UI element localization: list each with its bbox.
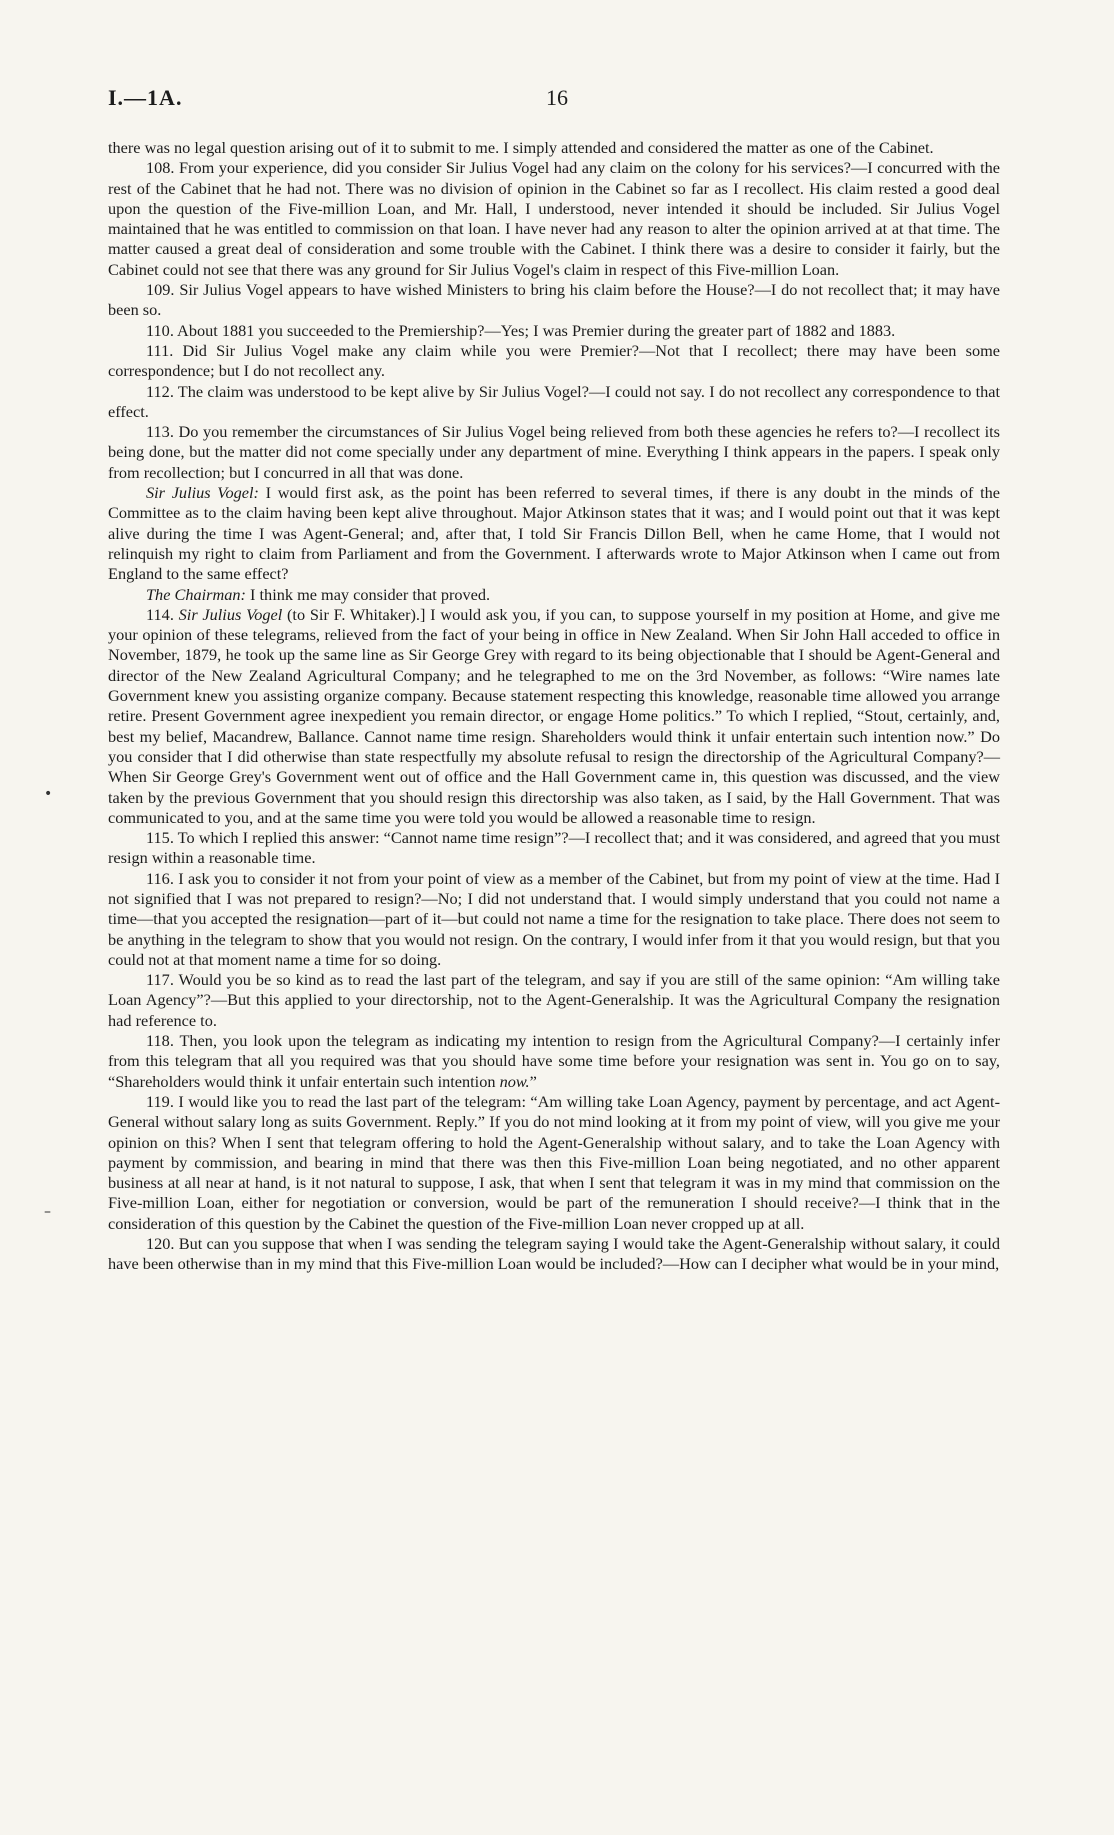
question-114 xyxy=(108,605,1000,828)
question-118 xyxy=(108,1031,1000,1092)
paragraph-continuation: there was no legal question arising out of it to submit to me. I simply attended and considered the matter as one of the Cabinet. xyxy=(108,138,934,157)
question-120: 120. But can you suppose that when I was sending the telegram saying I would take the Agent-Generalship without salary, it could have been otherwise than in my mind that this Five-million Loan would be included?—How can I decipher what would be in your mind, xyxy=(108,1234,1000,1274)
question-text: (to Sir F. Whitaker).] I would ask you, if you can, to suppose yourself in my position at Home, and give me your opinion of these telegrams, relieved from the fact of your being in office in New Zealand. When Sir John Hall acceded to office in November, 1879, he took up the same line as Sir George Grey with regard to its being objectionable that I should be Agent-General and director of the New Zealand Agricultural Company; and he telegraphed to me on the 3rd November, as follows: “Wire names late Government knew you assisting organize company. Because statement respecting this knowledge, reasonable time allowed you arrange retire. Present Government agree inexpedient you remain director, or engage Home politics.” To which I replied, “Stout, certainly, and, best my belief, Macandrew, Ballance. Cannot name time resign. Shareholders would think it unfair entertain such intention now.” Do you consider that I did otherwise than state respectfully my absolute refusal to resign the directorship of the Agricultural Company?—When Sir George Grey's Government went out of office and the Hall Government came in, this question was discussed, and the view taken by the previous Government that you should resign this directorship was also taken, as I said, by the Hall Government. That was communicated to you, and at the same time you were told you would be allowed a reasonable time to resign. xyxy=(108,604,1000,827)
margin-dot-mark: • xyxy=(44,786,53,802)
question-text: 118. Then, you look upon the telegram as indicating my intention to resign from the Agricultural Company?—I certainly infer from this telegram that all you required was that you should have some time before your resignation was sent in. You go on to say, “Shareholders would think it unfair entertain such intention xyxy=(108,1031,1000,1091)
italic-word: now. xyxy=(499,1071,530,1091)
statement-text: I would first ask, as the point has been referred to several times, if there is any doubt in the minds of the Committee as to the claim having been kept alive throughout. Major Atkinson states that it was; and I would point out that it was kept alive during the time I was Agent-General; and, after that, I told Sir Francis Dillon Bell, when he came Home, that I would not relinquish my right to claim from Parliament and from the Government. I afterwards wrote to Major Atkinson when I came out from England to the same effect? xyxy=(108,483,1001,584)
speaker-name: The Chairman: xyxy=(146,584,246,604)
speaker-name: Sir Julius Vogel xyxy=(178,604,283,624)
body-text xyxy=(108,138,1000,1275)
question-109: 109. Sir Julius Vogel appears to have wished Ministers to bring his claim before the House?—I do not recollect that; it may have been so. xyxy=(108,280,1000,320)
statement-text: I think me may consider that proved. xyxy=(245,584,491,604)
question-108: 108. From your experience, did you consider Sir Julius Vogel had any claim on the colony for his services?—I concurred with the rest of the Cabinet that he had not. There was no division of opinion in the Cabinet so far as I recollect. His claim rested a good deal upon the question of the Five-million Loan, and Mr. Hall, I understood, never intended it should be included. Sir Julius Vogel maintained that he was entitled to commission on that loan. I have never had any reason to alter the opinion arrived at at that time. The matter caused a great deal of consideration and some trouble with the Cabinet. I think there was a desire to consider it fairly, but the Cabinet could not see that there was any ground for Sir Julius Vogel's claim in respect of this Five-million Loan. xyxy=(108,158,1000,279)
question-117: 117. Would you be so kind as to read the last part of the telegram, and say if you are still of the same opinion: “Am willing take Loan Agency”?—But this applied to your directorship, not to the Agent-Generalship. It was the Agricultural Company the resignation had reference to. xyxy=(108,970,1000,1030)
document-reference: I.—1A. xyxy=(108,85,183,110)
question-number: 114. xyxy=(146,604,179,624)
question-115: 115. To which I replied this answer: “Cannot name time resign”?—I recollect that; and it was considered, and agreed that you must resign within a reasonable time. xyxy=(108,828,1000,868)
page-number: 16 xyxy=(546,85,568,110)
page-header xyxy=(108,85,1000,128)
question-111: 111. Did Sir Julius Vogel make any claim while you were Premier?—Not that I recollect; there may have been some correspondence; but I do not recollect any. xyxy=(108,340,1000,381)
statement-chairman xyxy=(108,585,1000,605)
question-112: 112. The claim was understood to be kept alive by Sir Julius Vogel?—I could not say. I do not recollect any correspondence to that effect. xyxy=(108,381,1000,421)
question-119: 119. I would like you to read the last part of the telegram: “Am willing take Loan Agency, payment by percentage, and act Agent-General without salary long as suits Government. Reply.” If you do not mind looking at it from my point of view, will you give me your opinion on this? When I sent that telegram offering to hold the Agent-Generalship without salary, and to take the Loan Agency with payment by commission, and bearing in mind that there was then this Five-million Loan being negotiated, and no other apparent business at all near at hand, is it not natural to suppose, I ask, that when I sent that telegram it was in my mind that commission on the Five-million Loan, either for negotiation or conversion, would be part of the remuneration I should receive?—I think that in the consideration of this question by the Cabinet the question of the Five-million Loan never cropped up at all. xyxy=(108,1091,1000,1233)
speaker-name: Sir Julius Vogel: xyxy=(146,483,259,503)
document-page xyxy=(108,85,1001,1275)
closing-quote: ” xyxy=(529,1071,537,1091)
question-116: 116. I ask you to consider it not from your point of view as a member of the Cabinet, but from my point of view at the time. Had I not signified that I was not prepared to resign?—No; I did not understand that. I would simply understand that you could not name a time—that you accepted the resignation—part of it—but could not name a time for the resignation to take place. There does not seem to be anything in the telegram to show that you would not resign. On the contrary, I would infer from it that you would resign, but that you could not at that moment name a time for so doing. xyxy=(108,868,1000,969)
question-113: 113. Do you remember the circumstances of Sir Julius Vogel being relieved from both these agencies he refers to?—I recollect its being done, but the matter did not come specially under any department of mine. Everything I think appears in the papers. I speak only from recollection; but I concurred in all that was done. xyxy=(108,422,1000,482)
statement-vogel xyxy=(108,483,1000,584)
margin-dash-mark: – xyxy=(44,1204,51,1220)
question-110: 110. About 1881 you succeeded to the Premiership?—Yes; I was Premier during the greater part of 1882 and 1883. xyxy=(146,320,896,340)
